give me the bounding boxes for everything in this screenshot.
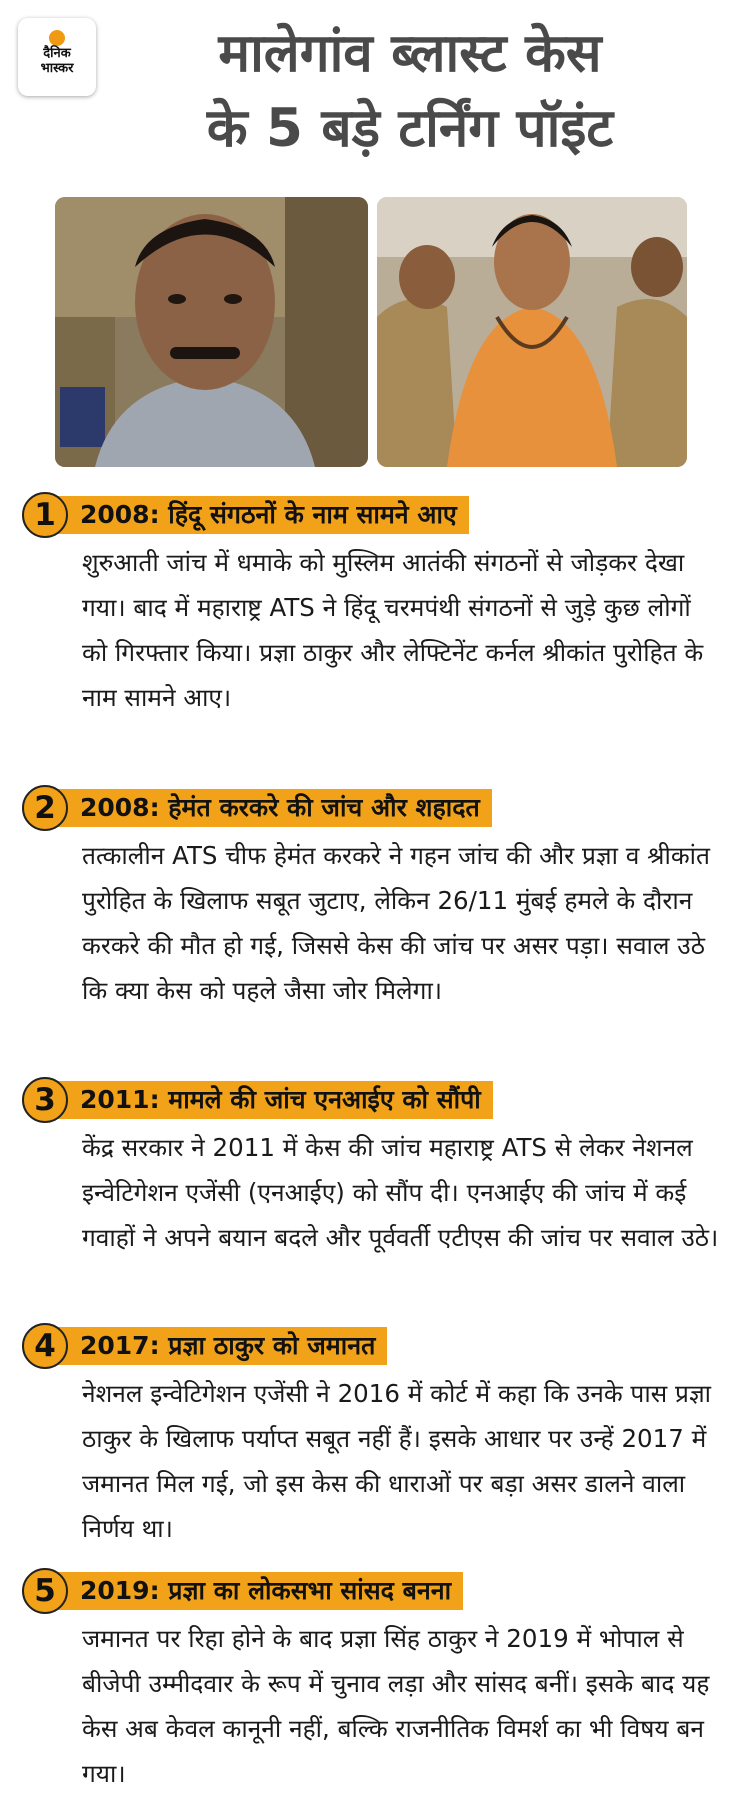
point-header [22,785,722,831]
page-title [110,16,710,166]
point-heading: 2008: हेमंत करकरे की जांच और शहादत [56,789,492,827]
point-heading: 2019: प्रज्ञा का लोकसभा सांसद बनना [56,1572,463,1610]
point-text: तत्कालीन ATS चीफ हेमंत करकरे ने गहन जांच की और प्रज्ञा व श्रीकांत पुरोहित के खिलाफ सबूत जुटाए, लेकिन 26/11 मुंबई हमले के दौरान करकरे की मौत हो गई, जिससे केस की जांच पर असर पड़ा। सवाल उठे कि क्या केस को पहले जैसा जोर मिलेगा। [82,841,710,1005]
point-header [22,492,722,538]
header [0,0,730,190]
turning-point-3 [22,1077,722,1260]
point-header [22,1568,722,1614]
point-text: नेशनल इन्वेटिगेशन एजेंसी ने 2016 में कोर्ट में कहा कि उनके पास प्रज्ञा ठाकुर के खिलाफ पर्याप्त सबूत नहीं हैं। इसके आधार पर उन्हें 2017 में जमानत मिल गई, जो इस केस की धाराओं पर बड़ा असर डालने वाला निर्णय था। [82,1379,712,1543]
title-line-1: मालेगांव ब्लास्ट केस [218,23,602,84]
turning-point-2 [22,785,722,1013]
photo-woman [377,197,687,467]
point-number: 5 [22,1568,68,1614]
point-number: 4 [22,1323,68,1369]
turning-point-1 [22,492,722,720]
point-heading: 2017: प्रज्ञा ठाकुर को जमानत [56,1327,387,1365]
point-number: 2 [22,785,68,831]
logo-line-2: भास्कर [40,61,74,76]
title-line-2: के 5 बड़े टर्निंग पॉइंट [206,98,614,159]
point-text: शुरुआती जांच में धमाके को मुस्लिम आतंकी संगठनों से जोड़कर देखा गया। बाद में महाराष्ट्र ATS ने हिंदू चरमपंथी संगठनों से जुड़े कुछ लोगों को गिरफ्तार किया। प्रज्ञा ठाकुर और लेफ्टिनेंट कर्नल श्रीकांत पुरोहित के नाम सामने आए। [82,548,704,712]
photo-man [55,197,368,467]
logo-line-1: दैनिक [43,46,71,61]
point-text: जमानत पर रिहा होने के बाद प्रज्ञा सिंह ठाकुर ने 2019 में भोपाल से बीजेपी उम्मीदवार के रूप में चुनाव लड़ा और सांसद बनीं। इसके बाद यह केस अब केवल कानूनी नहीं, बल्कि राजनीतिक विमर्श का भी विषय बन गया। [82,1624,710,1788]
point-header [22,1323,722,1369]
turning-point-5 [22,1568,722,1796]
sun-icon [49,30,65,46]
point-number: 3 [22,1077,68,1123]
point-heading: 2011: मामले की जांच एनआईए को सौंपी [56,1081,493,1119]
point-heading: 2008: हिंदू संगठनों के नाम सामने आए [56,496,469,534]
point-text: केंद्र सरकार ने 2011 में केस की जांच महाराष्ट्र ATS से लेकर नेशनल इन्वेटिगेशन एजेंसी (एनआईए) को सौंप दी। एनआईए की जांच में कई गवाहों ने अपने बयान बदले और पूर्ववर्ती एटीएस की जांच पर सवाल उठे। [82,1133,719,1252]
dainik-bhaskar-logo[interactable] [18,18,96,96]
point-number: 1 [22,492,68,538]
turning-point-4 [22,1323,722,1551]
point-header [22,1077,722,1123]
